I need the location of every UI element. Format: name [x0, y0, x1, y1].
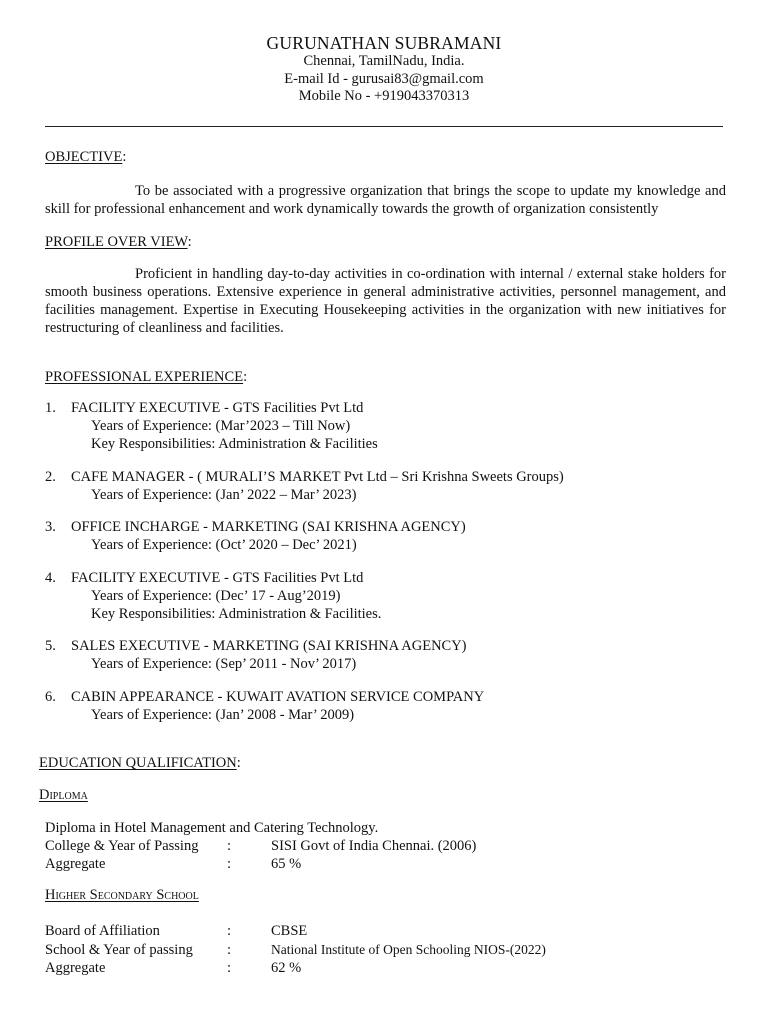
education-row: Aggregate : 62 % — [45, 960, 302, 976]
experience-item: 1. FACILITY EXECUTIVE - GTS Facilities Pvt Ltd Years of Experience: (Mar’2023 – Till Now) Key Responsibilities: Administration & Facilities — [45, 400, 378, 452]
candidate-mobile: Mobile No - +919043370313 — [298, 88, 470, 104]
objective-heading: OBJECTIVE: — [45, 149, 127, 165]
experience-item: 2. CAFE MANAGER - ( MURALI’S MARKET Pvt Ltd – Sri Krishna Sweets Groups) Years of Experience: (Jan’ 2022 – Mar’ 2023) — [45, 469, 564, 503]
profile-heading: PROFILE OVER VIEW: — [45, 234, 192, 250]
experience-item: 5. SALES EXECUTIVE - MARKETING (SAI KRISHNA AGENCY) Years of Experience: (Sep’ 2011 - Nov’ 2017) — [45, 638, 467, 672]
education-heading: EDUCATION QUALIFICATION: — [39, 755, 241, 771]
experience-item: 6. CABIN APPEARANCE - KUWAIT AVATION SERVICE COMPANY Years of Experience: (Jan’ 2008 - Mar’ 2009) — [45, 689, 485, 723]
diploma-course: Diploma in Hotel Management and Catering Technology. — [45, 820, 379, 836]
education-row: Aggregate : 65 % — [45, 856, 302, 872]
education-row: School & Year of passing : National Institute of Open Schooling NIOS-(2022) — [45, 942, 546, 958]
experience-item: 4. FACILITY EXECUTIVE - GTS Facilities Pvt Ltd Years of Experience: (Dec’ 17 - Aug’2019) Key Responsibilities: Administration & Facilities. — [45, 570, 382, 622]
candidate-name: GURUNATHAN SUBRAMANI — [266, 33, 502, 53]
candidate-email: E-mail Id - gurusai83@gmail.com — [284, 70, 484, 87]
header-divider — [45, 126, 723, 127]
profile-text: Proficient in handling day-to-day activities in co-ordination with internal / external stake holders for smooth business operations. Extensive experience in general administrative activities, personnel management, and facilities management. Expertise in Executing Housekeeping activities in the organization with new initiatives for restructuring of cleanliness and facilities. — [45, 266, 726, 336]
candidate-location: Chennai, TamilNadu, India. — [303, 53, 465, 69]
resume-header — [0, 33, 768, 106]
education-row: College & Year of Passing : SISI Govt of India Chennai. (2006) — [45, 838, 477, 854]
education-row: Board of Affiliation : CBSE — [45, 923, 308, 939]
experience-heading: PROFESSIONAL EXPERIENCE: — [45, 369, 248, 385]
hss-heading: Higher Secondary School — [45, 887, 199, 903]
diploma-heading: Diploma — [39, 787, 88, 803]
objective-text: To be associated with a progressive organization that brings the scope to update my knowledge and skill for professional enhancement and work dynamically towards the growth of organization consistently — [45, 183, 726, 217]
experience-item: 3. OFFICE INCHARGE - MARKETING (SAI KRISHNA AGENCY) Years of Experience: (Oct’ 2020 – Dec’ 2021) — [45, 519, 466, 553]
